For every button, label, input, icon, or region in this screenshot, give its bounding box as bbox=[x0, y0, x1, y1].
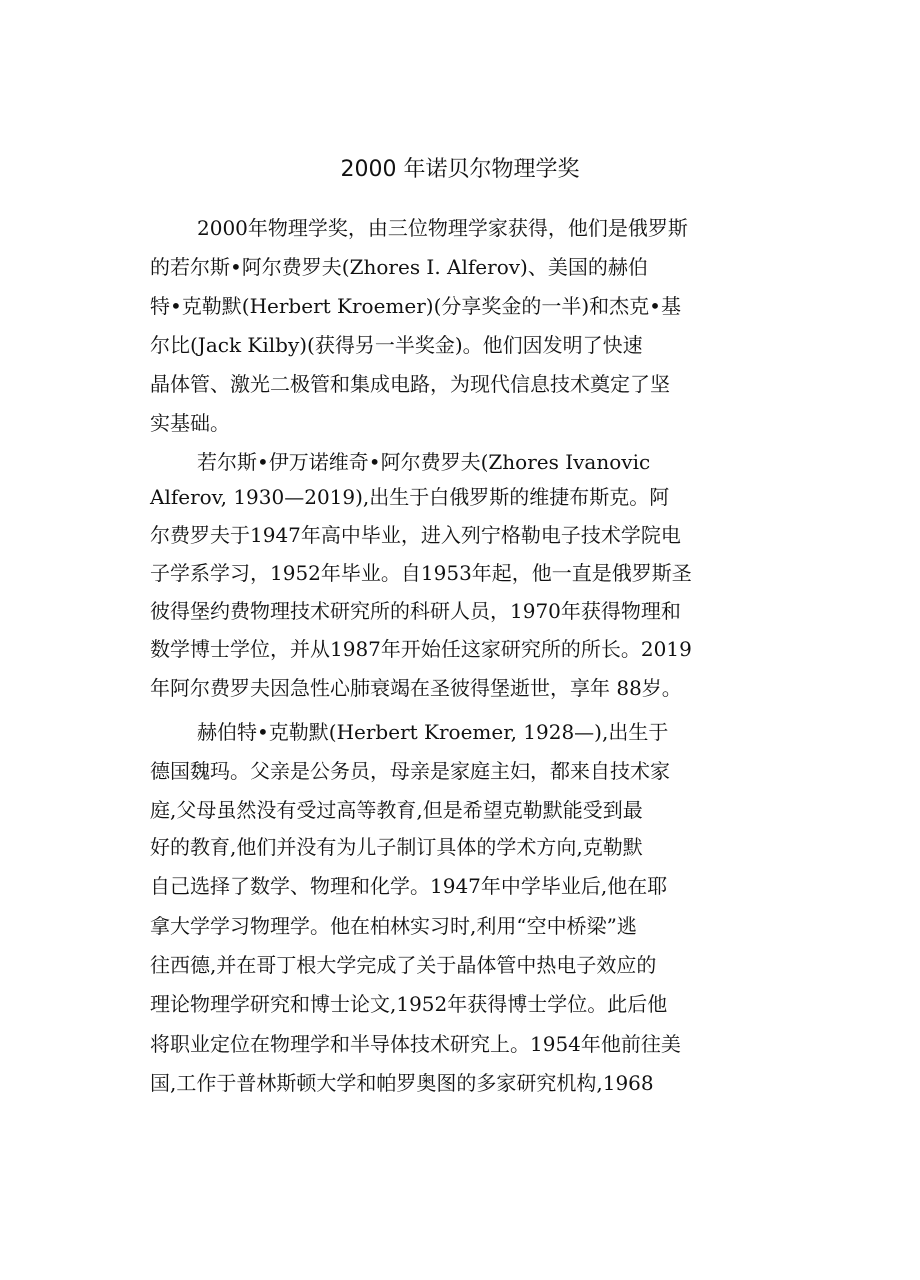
paragraph-line: Alferov, 1930—2019),出生于白俄罗斯的维捷布斯克。阿 bbox=[150, 485, 670, 509]
paragraph-line: 数学博士学位，并从1987年开始任这家研究所的所长。2019 bbox=[150, 637, 692, 661]
paragraph-line: 好的教育,他们并没有为儿子制订具体的学术方向,克勒默 bbox=[150, 835, 643, 859]
paragraph-line: 尔比(Jack Kilby)(获得另一半奖金)。他们因发明了快速 bbox=[150, 333, 643, 357]
paragraph-line: 赫伯特•克勒默(Herbert Kroemer, 1928—),出生于 bbox=[197, 720, 669, 744]
paragraph-line: 的若尔斯•阿尔费罗夫(Zhores I. Alferov)、美国的赫伯 bbox=[150, 255, 648, 279]
paragraph-line: 若尔斯•伊万诺维奇•阿尔费罗夫(Zhores Ivanovic bbox=[197, 450, 651, 474]
paragraph-line: 实基础。 bbox=[150, 411, 230, 435]
document-title: 2000 年诺贝尔物理学奖 bbox=[340, 157, 580, 182]
paragraph-line: 自己选择了数学、物理和化学。1947年中学毕业后,他在耶 bbox=[150, 874, 668, 898]
paragraph-line: 2000年物理学奖，由三位物理学家获得，他们是俄罗斯 bbox=[197, 216, 688, 240]
paragraph-line: 尔费罗夫于1947年高中毕业，进入列宁格勒电子技术学院电 bbox=[150, 523, 681, 547]
paragraph-line: 特•克勒默(Herbert Kroemer)(分享奖金的一半)和杰克•基 bbox=[150, 294, 681, 318]
paragraph-line: 晶体管、激光二极管和集成电路，为现代信息技术奠定了坚 bbox=[150, 372, 670, 396]
paragraph-line: 往西德,并在哥丁根大学完成了关于晶体管中热电子效应的 bbox=[150, 953, 657, 977]
paragraph-line: 年阿尔费罗夫因急性心肺衰竭在圣彼得堡逝世，享年 88岁。 bbox=[150, 676, 682, 700]
paragraph-line: 拿大学学习物理学。他在柏林实习时,利用“空中桥梁”逃 bbox=[150, 914, 637, 938]
paragraph-line: 德国魏玛。父亲是公务员，母亲是家庭主妇，都来自技术家 bbox=[150, 759, 670, 783]
paragraph-line: 庭,父母虽然没有受过高等教育,但是希望克勒默能受到最 bbox=[150, 798, 643, 822]
paragraph-line: 彼得堡约费物理技术研究所的科研人员，1970年获得物理和 bbox=[150, 599, 681, 623]
paragraph-line: 将职业定位在物理学和半导体技术研究上。1954年他前往美 bbox=[150, 1032, 681, 1056]
paragraph-line: 理论物理学研究和博士论文,1952年获得博士学位。此后他 bbox=[150, 992, 668, 1016]
paragraph-line: 国,工作于普林斯顿大学和帕罗奥图的多家研究机构,1968 bbox=[150, 1071, 654, 1095]
paragraph-line: 子学系学习，1952年毕业。自1953年起，他一直是俄罗斯圣 bbox=[150, 561, 692, 585]
